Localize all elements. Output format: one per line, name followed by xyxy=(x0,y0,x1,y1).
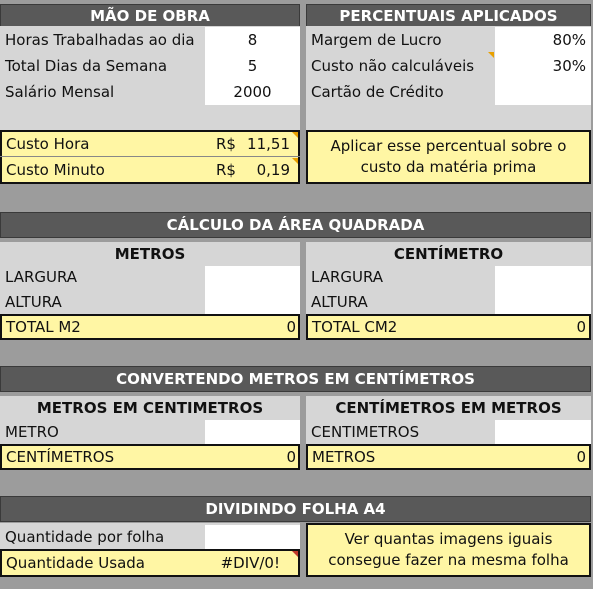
centimetros-input-label: CENTIMETROS xyxy=(311,423,420,441)
metros-largura-label: LARGURA xyxy=(5,268,78,286)
total-dias-value: 5 xyxy=(247,57,258,75)
percentual-note-box xyxy=(306,130,591,184)
total-dias-cell[interactable] xyxy=(205,53,300,79)
salario-mensal-value: 2000 xyxy=(233,83,272,101)
custo-minuto-currency: R$ xyxy=(216,161,236,179)
total-cm2-value: 0 xyxy=(576,318,586,336)
custo-minuto-value: 0,19 xyxy=(256,161,290,179)
percentual-note: Aplicar esse percentual sobre o custo da matéria prima xyxy=(330,137,567,176)
salario-mensal-cell[interactable] xyxy=(205,79,300,105)
centimetro-subheader xyxy=(306,242,591,266)
metros-subheader xyxy=(0,242,300,266)
cm-altura-label: ALTURA xyxy=(311,293,368,311)
metros-title: METROS xyxy=(114,245,186,263)
horas-trabalhadas-cell[interactable] xyxy=(205,27,300,53)
cartao-credito-label: Cartão de Crédito xyxy=(311,83,444,101)
total-m2-value: 0 xyxy=(286,318,296,336)
m-to-cm-subheader xyxy=(0,396,300,420)
m-to-cm-title: METROS EM CENTIMETROS xyxy=(36,399,264,417)
comment-marker-icon[interactable] xyxy=(292,158,298,164)
total-cm2-label: TOTAL CM2 xyxy=(312,318,398,336)
error-marker-icon[interactable] xyxy=(292,551,298,557)
salario-mensal-label: Salário Mensal xyxy=(5,83,115,101)
cm-altura-input[interactable] xyxy=(495,290,591,314)
percentuais-title: PERCENTUAIS APLICADOS xyxy=(339,7,558,25)
custo-hora-currency: R$ xyxy=(216,135,236,153)
total-dias-label: Total Dias da Semana xyxy=(5,57,168,75)
qtd-usada-value: #DIV/0! xyxy=(220,554,280,572)
area-header xyxy=(0,212,591,238)
qtd-por-folha-input[interactable] xyxy=(205,525,300,549)
metro-input-label: METRO xyxy=(5,423,59,441)
metros-largura-input[interactable] xyxy=(205,266,300,290)
comment-marker-icon[interactable] xyxy=(292,132,298,138)
cm-to-m-title: CENTÍMETROS EM METROS xyxy=(335,399,562,417)
qtd-por-folha-label: Quantidade por folha xyxy=(5,528,165,546)
custo-hora-value: 11,51 xyxy=(247,135,290,153)
custo-nao-calc-label: Custo não calculáveis xyxy=(311,57,475,75)
metro-input[interactable] xyxy=(205,420,300,444)
custo-minuto-label: Custo Minuto xyxy=(6,161,105,179)
centimetros-input[interactable] xyxy=(495,420,591,444)
cm-largura-label: LARGURA xyxy=(311,268,384,286)
cm-to-m-subheader xyxy=(306,396,591,420)
custo-nao-calc-value: 30% xyxy=(552,57,586,75)
metros-result-value: 0 xyxy=(576,448,586,466)
margem-lucro-value: 80% xyxy=(552,31,586,49)
mao-de-obra-title: MÃO DE OBRA xyxy=(90,7,210,25)
folha-header xyxy=(0,496,591,522)
cartao-credito-cell[interactable] xyxy=(495,79,591,105)
mao-de-obra-header xyxy=(0,4,300,28)
centimetros-result-value: 0 xyxy=(286,448,296,466)
margem-lucro-cell[interactable] xyxy=(495,27,591,53)
custo-nao-calc-cell[interactable] xyxy=(495,53,591,79)
metros-result-label: METROS xyxy=(312,448,376,466)
qtd-usada-label: Quantidade Usada xyxy=(6,554,145,572)
percentuais-header xyxy=(306,4,591,28)
folha-note-box xyxy=(306,523,591,577)
centimetro-title: CENTÍMETRO xyxy=(393,245,504,263)
metros-altura-label: ALTURA xyxy=(5,293,62,311)
centimetros-result-label: CENTÍMETROS xyxy=(6,448,115,466)
total-m2-label: TOTAL M2 xyxy=(6,318,81,336)
conversao-title: CONVERTENDO METROS EM CENTÍMETROS xyxy=(116,370,475,388)
folha-note: Ver quantas imagens iguais consegue fazer na mesma folha xyxy=(328,530,569,569)
metros-altura-input[interactable] xyxy=(205,290,300,314)
conversao-header xyxy=(0,366,591,392)
area-title: CÁLCULO DA ÁREA QUADRADA xyxy=(166,216,425,234)
custo-divider xyxy=(0,156,300,157)
margem-lucro-label: Margem de Lucro xyxy=(311,31,442,49)
custo-hora-label: Custo Hora xyxy=(6,135,90,153)
folha-title: DIVIDINDO FOLHA A4 xyxy=(205,500,386,518)
horas-trabalhadas-value: 8 xyxy=(247,31,258,49)
cm-largura-input[interactable] xyxy=(495,266,591,290)
horas-trabalhadas-label: Horas Trabalhadas ao dia xyxy=(5,31,195,49)
